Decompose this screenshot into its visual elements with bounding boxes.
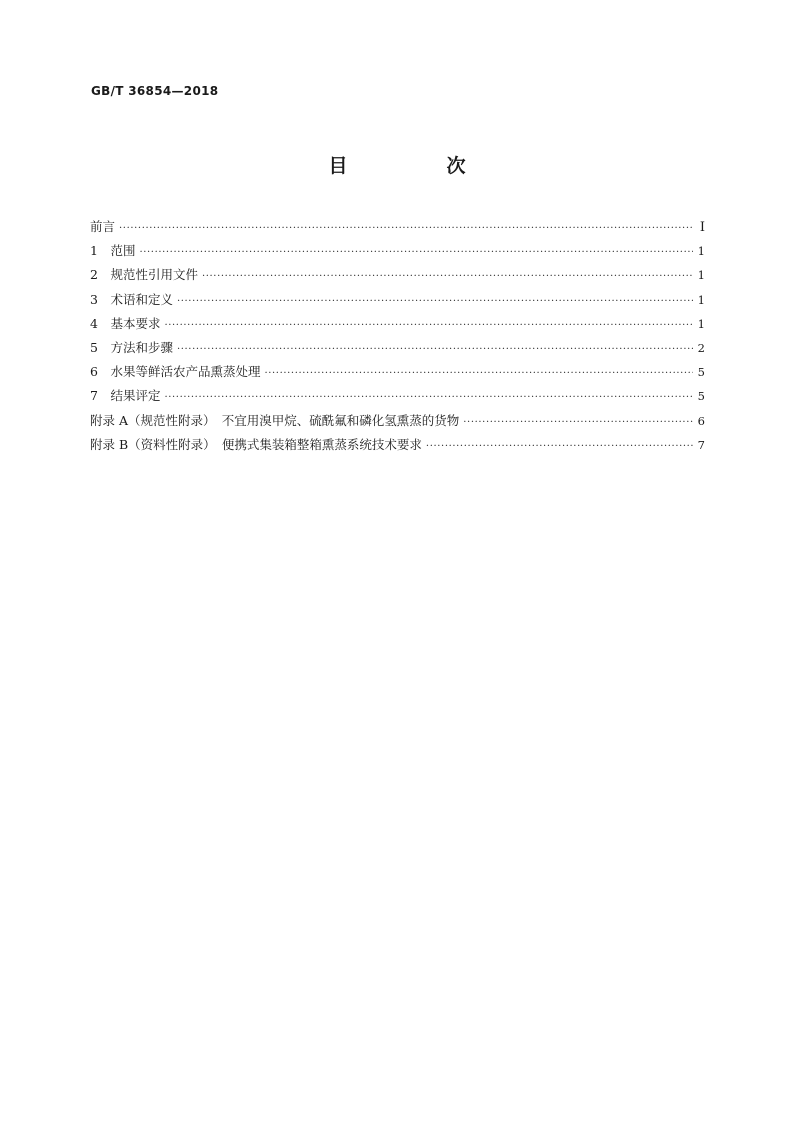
toc-leader-dots	[202, 265, 693, 289]
toc-entry-label: 7 结果评定	[90, 388, 161, 404]
toc-entry-scope[interactable]	[90, 239, 705, 263]
toc-leader-dots	[164, 386, 693, 410]
toc-entry-foreword[interactable]	[90, 215, 705, 239]
toc-entry-page: 5	[697, 389, 705, 404]
toc-entry-page: 2	[697, 340, 705, 355]
toc-entry-page: Ⅰ	[699, 220, 705, 235]
toc-entry-label: 2 规范性引用文件	[90, 267, 198, 283]
toc-leader-dots	[119, 217, 693, 241]
toc-entry-page: 1	[697, 292, 705, 307]
toc-entry-page: 6	[697, 413, 705, 428]
toc-entry-annex-a[interactable]	[90, 409, 705, 433]
toc-entry-label: 前言	[90, 219, 116, 234]
toc-entry-label: 附录 A（规范性附录） 不宜用溴甲烷、硫酰氟和磷化氢熏蒸的货物	[90, 412, 460, 428]
toc-entry-annex-b[interactable]	[90, 433, 705, 457]
toc-entry-methods-steps[interactable]	[90, 336, 705, 360]
toc-entry-page: 7	[697, 437, 705, 452]
toc-entry-label: 1 范围	[90, 243, 136, 259]
toc-leader-dots	[139, 241, 693, 265]
standard-code: GB/T 36854—2018	[91, 84, 219, 98]
toc-entry-page: 5	[697, 365, 705, 380]
toc-entry-result-evaluation[interactable]	[90, 384, 705, 408]
toc-leader-dots	[264, 362, 693, 386]
toc-leader-dots	[463, 411, 693, 435]
page-title: 目 次	[328, 155, 506, 177]
toc-leader-dots	[426, 435, 693, 459]
toc-entry-fresh-produce-fumigation[interactable]	[90, 360, 705, 384]
toc-leader-dots	[164, 314, 693, 338]
table-of-contents	[90, 215, 705, 457]
toc-entry-label: 6 水果等鲜活农产品熏蒸处理	[90, 364, 261, 380]
toc-leader-dots	[177, 338, 693, 362]
toc-entry-label: 5 方法和步骤	[90, 339, 173, 355]
toc-entry-basic-requirements[interactable]	[90, 312, 705, 336]
toc-entry-label: 附录 B（资料性附录） 便携式集装箱整箱熏蒸系统技术要求	[90, 436, 422, 452]
toc-entry-page: 1	[697, 244, 705, 259]
toc-entry-label: 3 术语和定义	[90, 291, 173, 307]
toc-leader-dots	[177, 290, 693, 314]
toc-entry-normative-references[interactable]	[90, 263, 705, 287]
toc-entry-page: 1	[697, 268, 705, 283]
toc-entry-page: 1	[697, 316, 705, 331]
toc-entry-label: 4 基本要求	[90, 315, 161, 331]
toc-entry-terms-definitions[interactable]	[90, 288, 705, 312]
